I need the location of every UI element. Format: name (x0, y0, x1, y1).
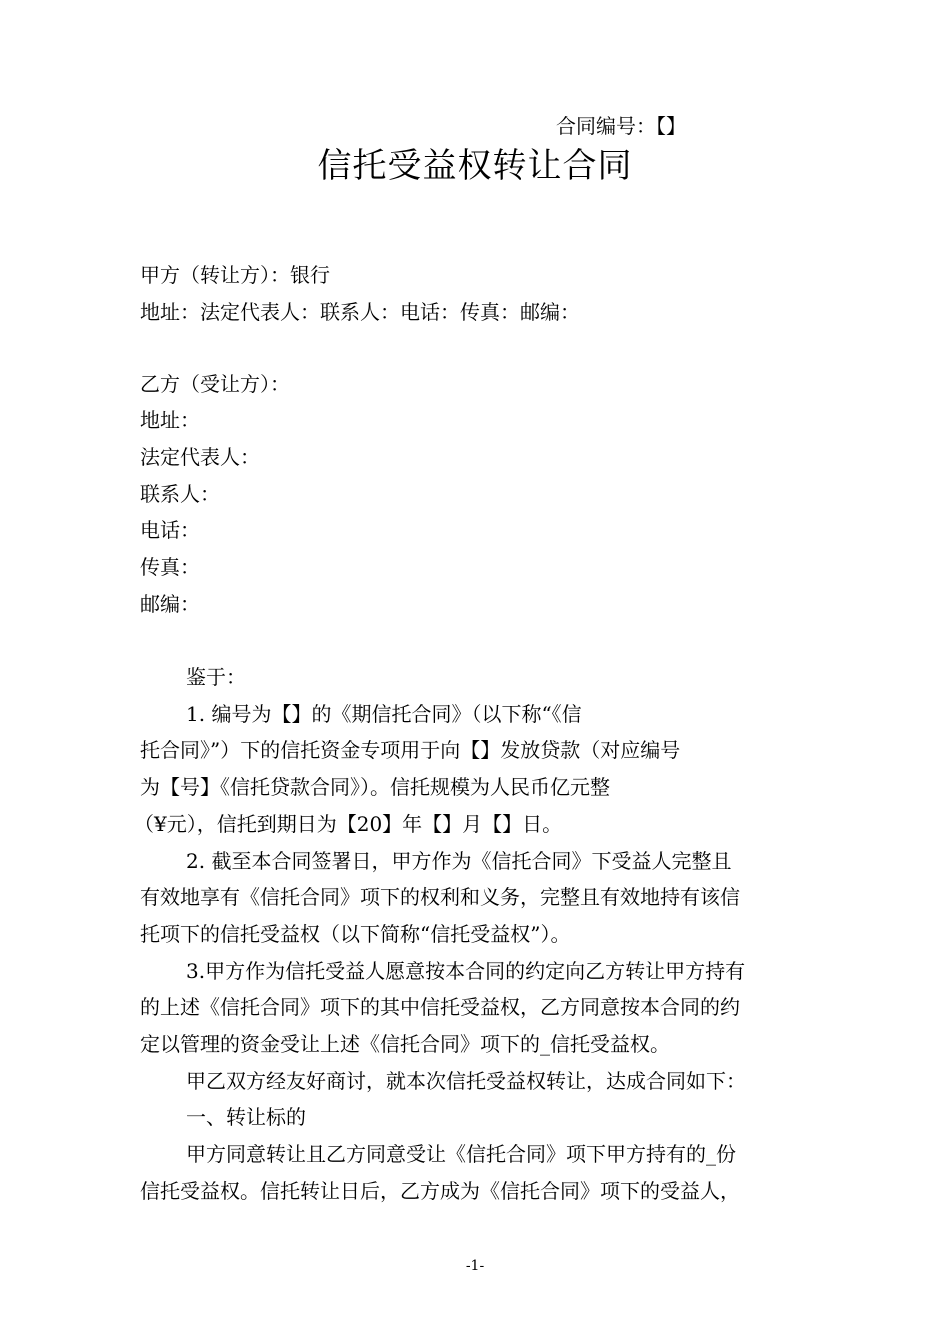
item3-line1: 3.甲方作为信托受益人愿意按本合同的约定向乙方转让甲方持有 (186, 959, 746, 983)
party-a-details: 地址：法定代表人：联系人：电话：传真：邮编： (140, 300, 580, 324)
item1-line2: 托合同》”）下的信托资金专项用于向【】发放贷款（对应编号 (140, 738, 681, 762)
item2-line1: 2. 截至本合同签署日，甲方作为《信托合同》下受益人完整且 (186, 849, 732, 873)
party-b-contact: 联系人： (140, 482, 220, 506)
agreement-line: 甲乙双方经友好商讨，就本次信托受益权转让，达成合同如下： (186, 1069, 746, 1093)
item3-line3: 定以管理的资金受让上述《信托合同》项下的_信托受益权。 (140, 1032, 670, 1056)
page-number: -1- (465, 1258, 485, 1274)
whereas-heading: 鉴于： (186, 665, 246, 689)
party-b-postcode: 邮编： (140, 592, 200, 616)
party-a-name: 甲方（转让方）：银行 (140, 263, 330, 287)
item1-line4: （¥元），信托到期日为【20】年【】月【】日。 (134, 812, 563, 836)
item1-line1: 1. 编号为【】的《期信托合同》（以下称“《信 (186, 702, 582, 726)
item3-line2: 的上述《信托合同》项下的其中信托受益权，乙方同意按本合同的约 (140, 995, 740, 1019)
item1-line3: 为【号】《信托贷款合同》）。信托规模为人民币亿元整 (140, 775, 610, 799)
party-b-phone: 电话： (140, 518, 200, 542)
section1-line1: 甲方同意转让且乙方同意受让《信托合同》项下甲方持有的_份 (186, 1142, 736, 1166)
party-b-address: 地址： (140, 408, 200, 432)
contract-number: 合同编号：【】 (556, 114, 686, 138)
document-title: 信托受益权转让合同 (317, 146, 633, 186)
party-b-name: 乙方（受让方）： (140, 372, 290, 396)
item2-line2: 有效地享有《信托合同》项下的权利和义务，完整且有效地持有该信 (140, 885, 740, 909)
party-b-legal-rep: 法定代表人： (140, 445, 260, 469)
party-b-fax: 传真： (140, 555, 200, 579)
section1-heading: 一、转让标的 (186, 1105, 306, 1129)
item2-line3: 托项下的信托受益权（以下简称“信托受益权”）。 (140, 922, 571, 946)
section1-line2: 信托受益权。信托转让日后，乙方成为《信托合同》项下的受益人， (140, 1179, 740, 1203)
